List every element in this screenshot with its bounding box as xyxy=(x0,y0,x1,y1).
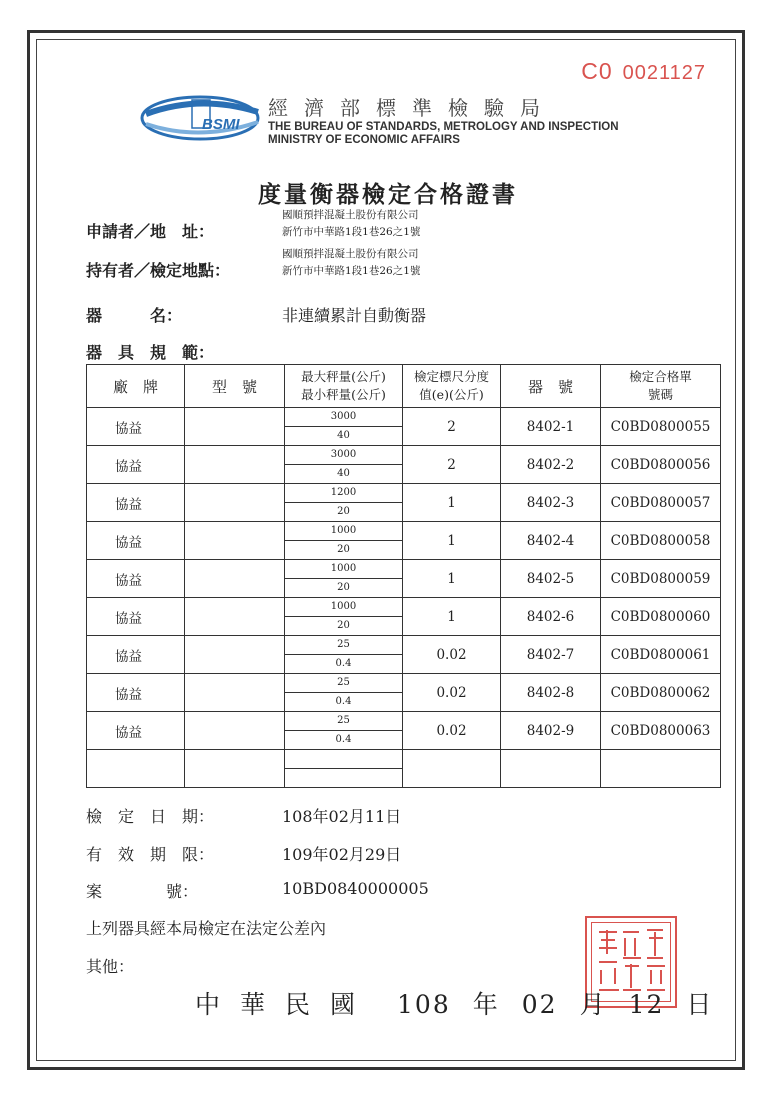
cell-scale-interval: 1 xyxy=(403,522,501,560)
table-row xyxy=(87,446,721,484)
table-row xyxy=(87,408,721,446)
cell-brand xyxy=(87,750,185,788)
bsmi-logo xyxy=(140,92,266,144)
cell-brand: 協益 xyxy=(87,560,185,598)
other-label: 其他： xyxy=(86,957,135,976)
cell-device-no: 8402-5 xyxy=(501,560,601,598)
issue-year: 108 xyxy=(397,990,451,1019)
case-no-label: 案 號： xyxy=(86,882,199,901)
cell-model xyxy=(185,712,285,750)
cell-brand: 協益 xyxy=(87,598,185,636)
cell-max-capacity: 1000 xyxy=(285,598,402,617)
cell-cert-no: C0BD0800056 xyxy=(601,446,721,484)
header-device-no: 器 號 xyxy=(501,365,601,408)
cell-min-capacity xyxy=(285,769,402,787)
header-scale-line2: 值(e)(公斤) xyxy=(419,387,484,402)
table-row xyxy=(87,674,721,712)
cell-cert-no: C0BD0800062 xyxy=(601,674,721,712)
header-scale-interval xyxy=(403,365,501,408)
tolerance-statement: 上列器具經本局檢定在法定公差內 xyxy=(86,919,327,938)
header-model: 型 號 xyxy=(185,365,285,408)
cell-model xyxy=(185,522,285,560)
cell-min-capacity: 20 xyxy=(337,620,350,631)
cell-max-capacity: 25 xyxy=(285,712,402,731)
header-brand: 廠 牌 xyxy=(87,365,185,408)
cell-capacity xyxy=(285,522,403,560)
bureau-name-en-line2: MINISTRY OF ECONOMIC AFFAIRS xyxy=(268,134,460,146)
cell-capacity xyxy=(285,712,403,750)
cell-capacity xyxy=(285,484,403,522)
cell-brand: 協益 xyxy=(87,446,185,484)
cell-device-no: 8402-9 xyxy=(501,712,601,750)
table-header-row xyxy=(87,365,721,408)
bureau-name-zh: 經濟部標準檢驗局 xyxy=(268,96,556,120)
issue-date xyxy=(195,985,735,1021)
cell-scale-interval: 0.02 xyxy=(403,636,501,674)
cell-min-capacity: 20 xyxy=(337,544,350,555)
applicant-name: 國順預拌混凝土股份有限公司 xyxy=(282,209,419,221)
bureau-name-en xyxy=(268,121,619,147)
applicant-info xyxy=(282,207,420,241)
cell-max-capacity: 1000 xyxy=(285,522,402,541)
valid-until-value: 109年02月29日 xyxy=(282,845,402,864)
cell-scale-interval: 2 xyxy=(403,408,501,446)
cell-capacity xyxy=(285,750,403,788)
cell-max-capacity: 3000 xyxy=(285,408,402,427)
holder-address: 新竹市中華路1段1巷26之1號 xyxy=(282,265,421,277)
header-max-capacity: 最大秤量(公斤) xyxy=(301,369,386,384)
cell-min-capacity: 20 xyxy=(337,506,350,517)
cell-capacity xyxy=(285,598,403,636)
cell-capacity xyxy=(285,674,403,712)
cell-capacity xyxy=(285,560,403,598)
cell-max-capacity: 25 xyxy=(285,674,402,693)
table-row xyxy=(87,522,721,560)
cell-scale-interval: 0.02 xyxy=(403,674,501,712)
spec-table xyxy=(86,364,721,788)
cell-model xyxy=(185,750,285,788)
cell-model xyxy=(185,446,285,484)
cell-brand: 協益 xyxy=(87,484,185,522)
holder-name: 國順預拌混凝土股份有限公司 xyxy=(282,248,419,260)
cell-brand: 協益 xyxy=(87,408,185,446)
cell-device-no: 8402-4 xyxy=(501,522,601,560)
cell-max-capacity xyxy=(285,750,402,769)
cell-scale-interval: 1 xyxy=(403,598,501,636)
cell-cert-no: C0BD0800060 xyxy=(601,598,721,636)
table-row xyxy=(87,750,721,788)
cell-model xyxy=(185,674,285,712)
holder-info xyxy=(282,246,420,280)
cell-scale-interval xyxy=(403,750,501,788)
cell-min-capacity: 0.4 xyxy=(335,658,352,669)
cell-scale-interval: 1 xyxy=(403,484,501,522)
issue-month: 02 xyxy=(521,990,558,1019)
cell-brand: 協益 xyxy=(87,522,185,560)
cell-max-capacity: 3000 xyxy=(285,446,402,465)
table-row xyxy=(87,560,721,598)
issue-month-unit: 月 xyxy=(579,990,607,1019)
cell-device-no: 8402-8 xyxy=(501,674,601,712)
cell-model xyxy=(185,560,285,598)
case-no-value: 10BD0840000005 xyxy=(282,879,429,898)
header-cert-line1: 檢定合格單 xyxy=(629,369,692,384)
cell-min-capacity: 40 xyxy=(337,468,350,479)
issue-day-unit: 日 xyxy=(686,990,714,1019)
cell-capacity xyxy=(285,636,403,674)
spec-label: 器 具 規 範： xyxy=(86,343,215,362)
cell-max-capacity: 1200 xyxy=(285,484,402,503)
cell-model xyxy=(185,484,285,522)
inspection-date-label: 檢 定 日 期： xyxy=(86,807,215,826)
certificate-title: 度量衡器檢定合格證書 xyxy=(258,181,518,208)
device-label: 器 名： xyxy=(86,306,183,325)
table-row xyxy=(87,484,721,522)
cell-model xyxy=(185,598,285,636)
holder-label: 持有者／檢定地點： xyxy=(86,261,231,280)
cell-model xyxy=(185,636,285,674)
cell-min-capacity: 20 xyxy=(337,582,350,593)
cell-cert-no: C0BD0800058 xyxy=(601,522,721,560)
applicant-address: 新竹市中華路1段1巷26之1號 xyxy=(282,226,421,238)
inspection-date-value: 108年02月11日 xyxy=(282,807,402,826)
bureau-name-en-line1: THE BUREAU OF STANDARDS, METROLOGY AND INSPECTION xyxy=(268,121,619,133)
cell-cert-no: C0BD0800055 xyxy=(601,408,721,446)
serial-number xyxy=(581,58,706,85)
serial-prefix: C0 xyxy=(581,58,613,84)
cell-device-no xyxy=(501,750,601,788)
cell-brand: 協益 xyxy=(87,674,185,712)
device-name: 非連續累計自動衡器 xyxy=(282,306,427,325)
cell-cert-no: C0BD0800057 xyxy=(601,484,721,522)
cell-capacity xyxy=(285,408,403,446)
issue-day: 12 xyxy=(628,990,665,1019)
cell-brand: 協益 xyxy=(87,712,185,750)
applicant-label: 申請者／地 址： xyxy=(86,222,215,241)
header-scale-line1: 檢定標尺分度 xyxy=(413,369,489,384)
cell-scale-interval: 0.02 xyxy=(403,712,501,750)
cell-capacity xyxy=(285,446,403,484)
serial-digits: 0021127 xyxy=(622,62,706,84)
table-row xyxy=(87,712,721,750)
logo-text: BSMI xyxy=(202,116,240,133)
issue-date-prefix: 中華民國 xyxy=(195,990,376,1019)
cell-scale-interval: 2 xyxy=(403,446,501,484)
cell-scale-interval: 1 xyxy=(403,560,501,598)
cell-device-no: 8402-3 xyxy=(501,484,601,522)
cell-min-capacity: 0.4 xyxy=(335,696,352,707)
cell-device-no: 8402-7 xyxy=(501,636,601,674)
table-row xyxy=(87,598,721,636)
header-min-capacity: 最小秤量(公斤) xyxy=(301,387,386,402)
issue-year-unit: 年 xyxy=(472,990,500,1019)
cell-device-no: 8402-2 xyxy=(501,446,601,484)
cell-device-no: 8402-6 xyxy=(501,598,601,636)
cell-device-no: 8402-1 xyxy=(501,408,601,446)
cell-cert-no xyxy=(601,750,721,788)
table-row xyxy=(87,636,721,674)
header-cert-no xyxy=(601,365,721,408)
cell-brand: 協益 xyxy=(87,636,185,674)
cell-min-capacity: 0.4 xyxy=(335,734,352,745)
cell-cert-no: C0BD0800059 xyxy=(601,560,721,598)
header-capacity xyxy=(285,365,403,408)
cell-cert-no: C0BD0800061 xyxy=(601,636,721,674)
cell-max-capacity: 1000 xyxy=(285,560,402,579)
cell-model xyxy=(185,408,285,446)
header-cert-line2: 號碼 xyxy=(647,387,673,402)
valid-until-label: 有 效 期 限： xyxy=(86,845,215,864)
cell-min-capacity: 40 xyxy=(337,430,350,441)
cell-max-capacity: 25 xyxy=(285,636,402,655)
cell-cert-no: C0BD0800063 xyxy=(601,712,721,750)
